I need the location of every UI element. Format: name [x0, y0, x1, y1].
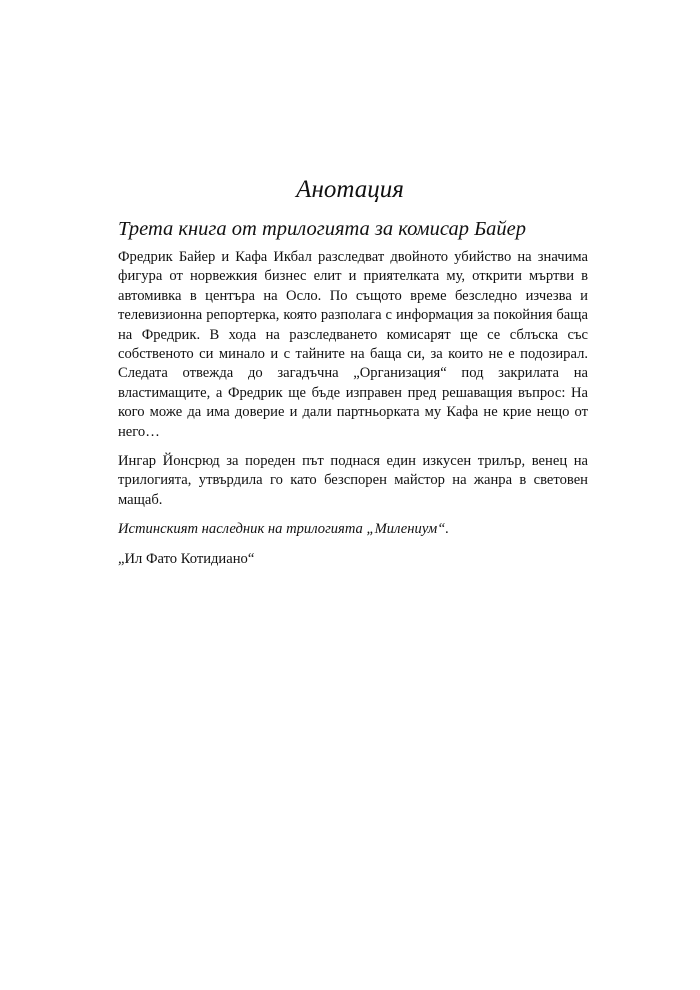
annotation-body — [118, 248, 588, 579]
review-source: „Ил Фато Котидиано“ — [118, 550, 255, 567]
annotation-paragraph-author: Ингар Йонсрюд за пореден път поднася един изкусен трилър, венец на трилогията, утвърдила го като безспорен майстор на жанра в световен мащаб. — [118, 453, 588, 508]
review-quote: Истинският наследник на трилогията „Милениум“. — [118, 521, 450, 538]
page-title: Анотация — [296, 176, 404, 203]
page-subtitle: Трета книга от трилогията за комисар Байер — [118, 218, 527, 240]
annotation-paragraph-plot: Фредрик Байер и Кафа Икбал разследват двойното убийство на значима фигура от норвежкия бизнес елит и приятелката му, открити мъртви в автомивка в центъра на Осло. По същото време безследно изчезва и телевизионна репортерка, която разполага с информация за покойния баща на Фредрик. В хода на разследването комисарят ще се сблъска със собственото си минало и с тайните на баща си, за които не е подозирал. Следата отвежда до загадъчна „Организация“ под закрилата на властимащите, а Фредрик ще бъде изправен пред решаващия въпрос: На кого може да има доверие и дали партньорката му Кафа не крие нещо от него… — [118, 249, 588, 440]
